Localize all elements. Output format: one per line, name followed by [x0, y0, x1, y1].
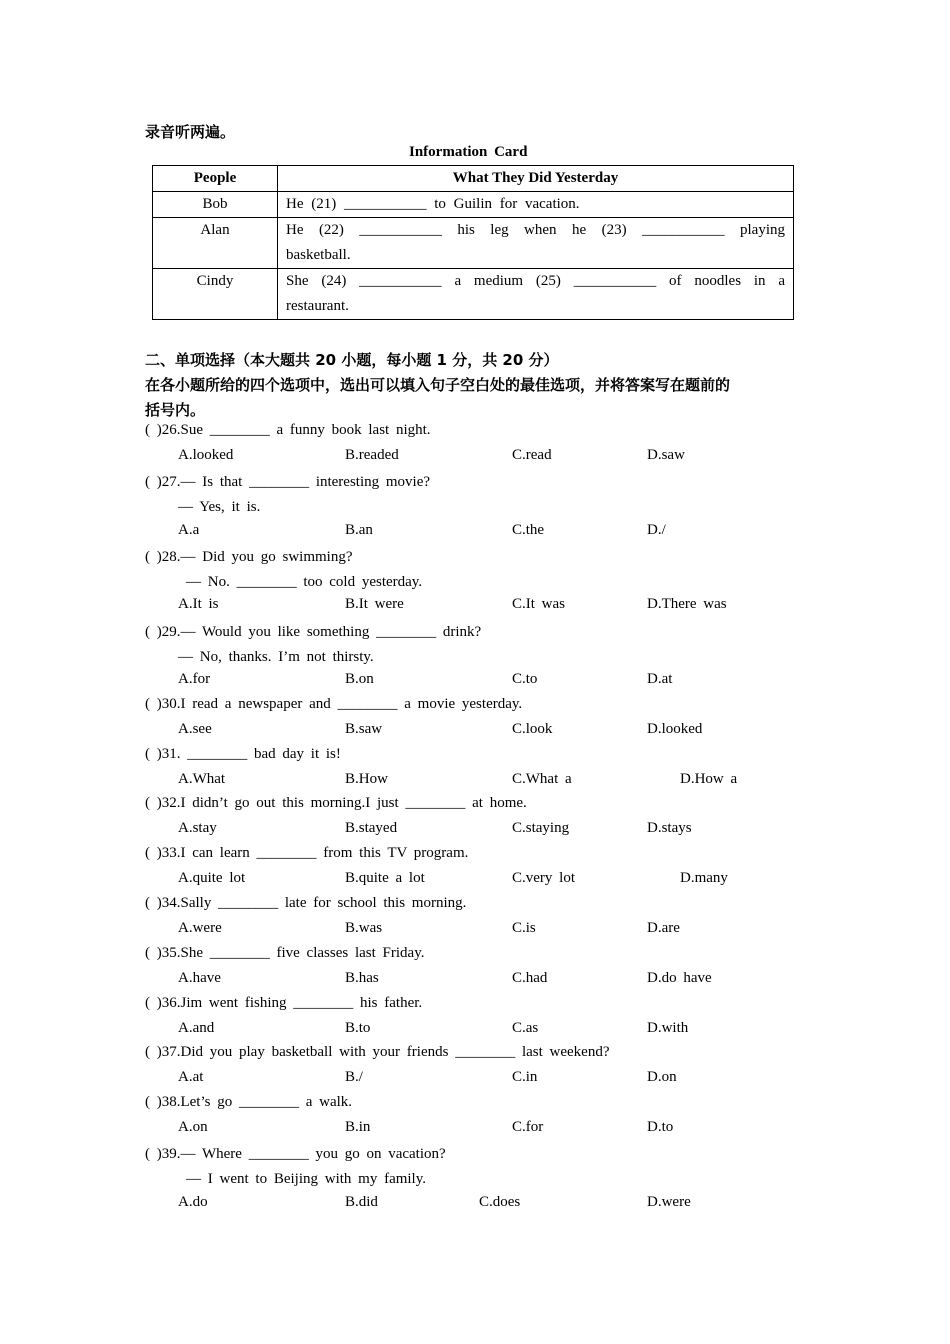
question-stem: ( )34.Sally ________ late for school this morning.	[145, 895, 467, 911]
answer-option: B.an	[345, 522, 373, 538]
answer-option: C.does	[479, 1194, 521, 1210]
answer-option: C.It was	[512, 596, 565, 612]
answer-option: A.have	[178, 970, 221, 986]
answer-option: D.There was	[647, 596, 727, 612]
activity-text: He (21) ___________ to Guilin for vacation.	[278, 192, 794, 218]
answer-option: D./	[647, 522, 666, 538]
answer-option: A.What	[178, 771, 226, 787]
question-stem: ( )35.She ________ five classes last Friday.	[145, 945, 425, 961]
answer-option: A.stay	[178, 820, 217, 836]
answer-option: C.What a	[512, 771, 572, 787]
question-stem: ( )33.I can learn ________ from this TV program.	[145, 845, 469, 861]
question-stem: ( )36.Jim went fishing ________ his father.	[145, 995, 423, 1011]
answer-option: B.quite a lot	[345, 870, 425, 886]
answer-option: C.the	[512, 522, 545, 538]
answer-option: B.was	[345, 920, 383, 936]
answer-option: B./	[345, 1069, 363, 1085]
header-people: People	[153, 166, 278, 192]
activity-text: He (22) ___________ his leg when he (23) ___________ playing basketball.	[278, 218, 794, 269]
question-stem: ( )38.Let’s go ________ a walk.	[145, 1094, 353, 1110]
answer-option: B.saw	[345, 721, 383, 737]
answer-option: C.staying	[512, 820, 570, 836]
question-stem: ( )29.— Would you like something ________ drink?	[145, 624, 482, 640]
answer-option: D.with	[647, 1020, 689, 1036]
answer-option: B.stayed	[345, 820, 398, 836]
answer-option: B.has	[345, 970, 379, 986]
answer-option: C.in	[512, 1069, 538, 1085]
question-stem: ( )30.I read a newspaper and ________ a movie yesterday.	[145, 696, 523, 712]
answer-option: A.quite lot	[178, 870, 246, 886]
answer-option: D.are	[647, 920, 680, 936]
answer-option: B.readed	[345, 447, 399, 463]
question-stem: ( )39.— Where ________ you go on vacation?	[145, 1146, 446, 1162]
answer-option: C.is	[512, 920, 536, 936]
answer-option: D.many	[680, 870, 728, 886]
answer-option: C.had	[512, 970, 548, 986]
answer-option: B.How	[345, 771, 388, 787]
information-card-table	[152, 165, 794, 320]
listening-intro: 录音听两遍。	[145, 123, 236, 141]
answer-option: C.as	[512, 1020, 539, 1036]
person-name: Cindy	[153, 269, 278, 320]
answer-option: C.very lot	[512, 870, 575, 886]
answer-option: D.stays	[647, 820, 692, 836]
answer-option: B.on	[345, 671, 374, 687]
answer-option: A.on	[178, 1119, 208, 1135]
answer-option: D.saw	[647, 447, 685, 463]
answer-option: B.to	[345, 1020, 371, 1036]
answer-option: A.at	[178, 1069, 204, 1085]
answer-option: B.It were	[345, 596, 404, 612]
answer-option: A.and	[178, 1020, 215, 1036]
answer-option: D.How a	[680, 771, 738, 787]
section-instruction-continued: 括号内。	[145, 401, 206, 419]
answer-option: C.look	[512, 721, 553, 737]
table-row	[153, 269, 794, 320]
answer-option: C.to	[512, 671, 538, 687]
person-name: Bob	[153, 192, 278, 218]
answer-option: C.read	[512, 447, 552, 463]
question-stem: ( )32.I didn’t go out this morning.I just ________ at home.	[145, 795, 527, 811]
answer-option: D.looked	[647, 721, 703, 737]
answer-option: A.were	[178, 920, 222, 936]
question-reply: — No, thanks. I’m not thirsty.	[178, 649, 374, 665]
activity-text: She (24) ___________ a medium (25) ___________ of noodles in a restaurant.	[278, 269, 794, 320]
question-stem: ( )26.Sue ________ a funny book last night.	[145, 422, 431, 438]
question-stem: ( )28.— Did you go swimming?	[145, 549, 353, 565]
question-stem: ( )37.Did you play basketball with your friends ________ last weekend?	[145, 1044, 610, 1060]
answer-option: B.did	[345, 1194, 378, 1210]
answer-option: D.at	[647, 671, 673, 687]
question-reply: — I went to Beijing with my family.	[186, 1171, 427, 1187]
question-stem: ( )27.— Is that ________ interesting movie?	[145, 474, 431, 490]
answer-option: D.do have	[647, 970, 712, 986]
question-reply: — No. ________ too cold yesterday.	[186, 574, 423, 590]
answer-option: D.were	[647, 1194, 691, 1210]
card-title: Information Card	[409, 144, 528, 160]
answer-option: A.It is	[178, 596, 219, 612]
table-row	[153, 218, 794, 269]
answer-option: A.see	[178, 721, 212, 737]
answer-option: A.do	[178, 1194, 208, 1210]
person-name: Alan	[153, 218, 278, 269]
section-title: 二、单项选择（本大题共 20 小题，每小题 1 分，共 20 分）	[145, 351, 559, 369]
answer-option: A.looked	[178, 447, 234, 463]
question-reply: — Yes, it is.	[178, 499, 261, 515]
section-instruction: 在各小题所给的四个选项中，选出可以填入句子空白处的最佳选项，并将答案写在题前的	[145, 376, 731, 394]
answer-option: A.for	[178, 671, 211, 687]
answer-option: D.on	[647, 1069, 677, 1085]
table-row	[153, 192, 794, 218]
answer-option: B.in	[345, 1119, 371, 1135]
table-header-row	[153, 166, 794, 192]
question-stem: ( )31. ________ bad day it is!	[145, 746, 341, 762]
answer-option: C.for	[512, 1119, 544, 1135]
header-activity: What They Did Yesterday	[278, 166, 794, 192]
answer-option: D.to	[647, 1119, 674, 1135]
answer-option: A.a	[178, 522, 200, 538]
